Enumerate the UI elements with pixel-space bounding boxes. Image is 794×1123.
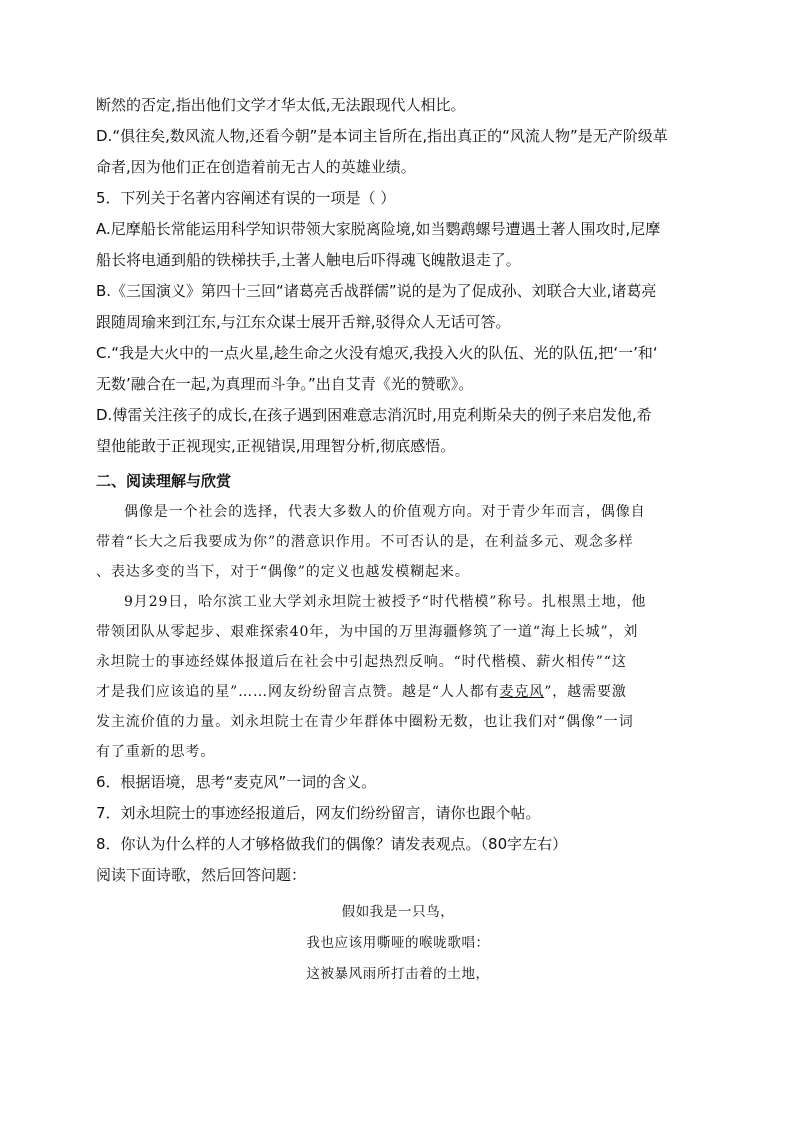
passage-p2-line-6: 有了重新的思考。	[96, 744, 216, 760]
passage-p2-line-5: 发主流价值的力量。刘永坦院士在青少年群体中圈粉无数，也让我们对“偶像”一词	[96, 714, 634, 730]
question-8: 8．你认为什么样的人才够格做我们的偶像？请发表观点。（80字左右）	[96, 835, 568, 853]
question-5-stem: 5．下列关于名著内容阐述有误的一项是（ ）	[96, 189, 396, 207]
q5-option-a-line-2: 船长将电通到船的铁梯扶手,土著人触电后吓得魂飞魄散退走了。	[96, 251, 521, 269]
passage-text: 才是我们应该追的星”……网友纷纷留言点赞。越是“人人都有	[96, 684, 500, 700]
passage-p1-line-2: 带着“长大之后我要成为你”的潜意识作用。不可否认的是，在利益多元、观念多样	[96, 534, 634, 550]
underlined-term: 麦克风	[499, 684, 545, 700]
q5-option-c-line-2: 无数’融合在一起,为真理而斗争。”出自艾青《光的赞歌》。	[96, 375, 474, 393]
q5-option-d-line-1: D.傅雷关注孩子的成长,在孩子遇到困难意志消沉时,用克利斯朵夫的例子来启发他,希	[96, 406, 652, 424]
exam-page	[96, 90, 700, 990]
passage-p2-line-4	[96, 677, 700, 707]
passage-p2-line-2: 带领团队从零起步、艰难探索40年，为中国的万里海疆修筑了一道“海上长城”，刘	[96, 624, 639, 640]
q5-option-d-line-2: 望他能敢于正视现实,正视错误,用理智分析,彻底感悟。	[96, 437, 456, 455]
q5-option-c-line-1: C.“我是大火中的一点火星,趁生命之火没有熄灭,我投入火的队伍、光的队伍,把‘一’和‘	[96, 344, 658, 362]
q5-option-a-line-1: A.尼摩船长常能运用科学知识带领大家脱离险境,如当鹦鹉螺号遭遇土著人围攻时,尼摩	[96, 220, 661, 238]
poem-line-1: 假如我是一只鸟，	[341, 904, 455, 920]
option-d-line-1: D.“俱往矣,数风流人物,还看今朝”是本词主旨所在,指出真正的“风流人物”是无产阶级革	[96, 127, 668, 145]
passage-p2-line-1: 9月29日，哈尔滨工业大学刘永坦院士被授予“时代楷模”称号。扎根黑土地，他	[124, 594, 647, 610]
passage-p2-line-3: 永坦院士的事迹经媒体报道后在社会中引起热烈反响。“时代楷模、薪火相传”“这	[96, 654, 627, 670]
poem-line-2: 我也应该用嘶哑的喉咙歌唱：	[306, 935, 490, 951]
question-7: 7．刘永坦院士的事迹经报道后，网友们纷纷留言，请你也跟个帖。	[96, 804, 541, 822]
q5-option-b-line-2: 跟随周瑜来到江东,与江东众谋士展开舌辩,驳得众人无话可答。	[96, 313, 511, 331]
passage-p1-line-1: 偶像是一个社会的选择，代表大多数人的价值观方向。对于青少年而言，偶像自	[124, 504, 646, 520]
poem	[96, 897, 700, 990]
poem-intro: 阅读下面诗歌，然后回答问题：	[96, 866, 307, 884]
section-heading: 二、阅读理解与欣赏	[96, 472, 232, 490]
option-d-line-2: 命者,因为他们正在创造着前无古人的英雄业绩。	[96, 158, 416, 176]
q5-option-b-line-1: B.《三国演义》第四十三回“诸葛亮舌战群儒”说的是为了促成孙、刘联合大业,诸葛亮	[96, 282, 657, 300]
option-c-continuation: 断然的否定,指出他们文学才华太低,无法跟现代人相比。	[96, 96, 466, 114]
question-6: 6．根据语境，思考“麦克风”一词的含义。	[96, 773, 377, 791]
passage-p1-line-3: 、表达多变的当下，对于“偶像”的定义也越发模糊起来。	[96, 564, 470, 580]
poem-line-3: 这被暴风雨所打击着的土地，	[306, 966, 490, 982]
passage-text: ”，越需要激	[544, 684, 627, 700]
